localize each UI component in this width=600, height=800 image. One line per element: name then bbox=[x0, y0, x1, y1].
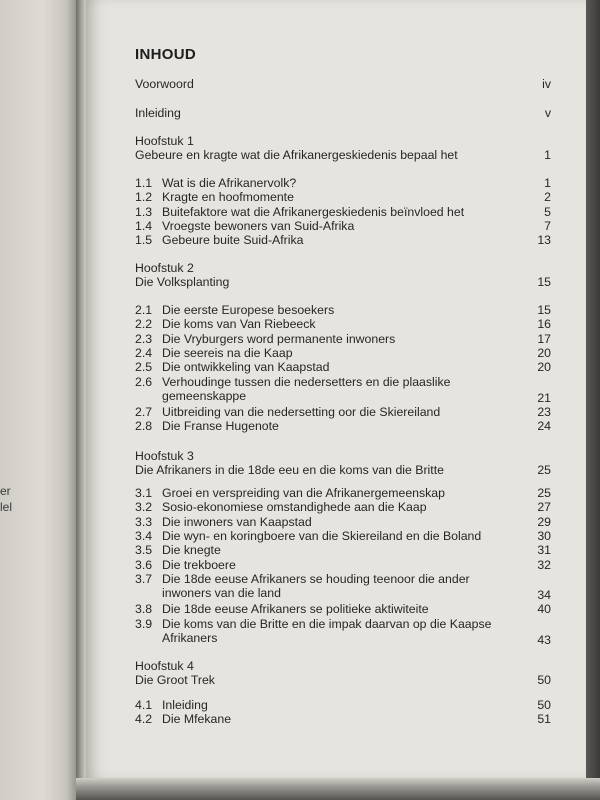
section-number: 2.2 bbox=[135, 317, 153, 332]
section-number: 2.4 bbox=[135, 345, 153, 360]
section-number: 3.7 bbox=[135, 571, 153, 586]
chapter-title: Die Afrikaners in die 18de eeu en die koms van die Britte bbox=[135, 463, 444, 477]
section-number: 3.3 bbox=[135, 514, 153, 529]
section-number: 2.1 bbox=[135, 303, 153, 317]
section-page: 2 bbox=[544, 190, 551, 205]
section-page: 7 bbox=[544, 218, 551, 233]
section-number: 3.2 bbox=[135, 500, 153, 515]
section-page: 27 bbox=[537, 500, 551, 515]
section-title: Die seereis na die Kaap bbox=[162, 345, 293, 360]
chapter-heading: Hoofstuk 4 bbox=[135, 659, 194, 673]
section-number: 2.3 bbox=[135, 331, 153, 346]
section-number: 1.3 bbox=[135, 204, 153, 219]
section-page: 51 bbox=[537, 712, 551, 727]
section-number: 1.2 bbox=[135, 190, 153, 205]
section-title: Die koms van die Britte en die impak daarvan op die Kaapse bbox=[162, 616, 492, 631]
section-title: Die ontwikkeling van Kaapstad bbox=[162, 360, 330, 375]
section-title: Die trekboere bbox=[162, 557, 236, 572]
section-title: Die inwoners van Kaapstad bbox=[162, 514, 312, 529]
section-page: 5 bbox=[544, 204, 551, 219]
section-number: 3.9 bbox=[135, 616, 153, 631]
facing-page bbox=[0, 0, 78, 800]
section-title: inwoners van die land bbox=[162, 586, 281, 601]
section-page: 16 bbox=[537, 317, 551, 332]
section-number: 2.7 bbox=[135, 405, 153, 420]
section-page: 43 bbox=[537, 633, 551, 647]
page-title: INHOUD bbox=[135, 46, 196, 63]
section-number: 2.8 bbox=[135, 419, 153, 434]
section-page: 31 bbox=[537, 543, 551, 558]
section-page: 13 bbox=[537, 233, 551, 248]
section-number: 1.5 bbox=[135, 233, 153, 248]
section-title: Die 18de eeuse Afrikaners se houding teenoor die ander bbox=[162, 571, 470, 586]
section-page: 32 bbox=[537, 557, 551, 572]
chapter-heading: Hoofstuk 3 bbox=[135, 449, 194, 463]
section-number: 3.6 bbox=[135, 557, 153, 572]
section-page: 34 bbox=[537, 588, 551, 603]
chapter-page: 1 bbox=[544, 148, 551, 162]
section-title: Die Mfekane bbox=[162, 712, 232, 727]
section-page: 40 bbox=[537, 602, 551, 617]
section-title: Wat is die Afrikanervolk? bbox=[162, 176, 297, 190]
section-title: Die 18de eeuse Afrikaners se politieke aktiwiteite bbox=[162, 602, 429, 617]
section-title: Die eerste Europese besoekers bbox=[162, 303, 335, 317]
section-number: 4.1 bbox=[135, 698, 153, 712]
section-number: 4.2 bbox=[135, 712, 153, 727]
section-page: 50 bbox=[537, 698, 551, 712]
section-page: 30 bbox=[537, 528, 551, 543]
section-title: Kragte en hoofmomente bbox=[162, 190, 294, 205]
section-page: 15 bbox=[537, 303, 551, 317]
toc-entry-label: Inleiding bbox=[135, 106, 181, 120]
section-number: 3.5 bbox=[135, 543, 153, 558]
section-page: 25 bbox=[537, 486, 551, 500]
section-page: 24 bbox=[537, 419, 551, 434]
chapter-title: Die Volksplanting bbox=[135, 275, 230, 289]
facing-page-text-fragment: er bbox=[0, 484, 11, 498]
toc-entry-page: iv bbox=[542, 77, 551, 91]
section-page: 29 bbox=[537, 514, 551, 529]
section-title: Die koms van Van Riebeeck bbox=[162, 317, 316, 332]
toc-entry-label: Voorwoord bbox=[135, 77, 194, 91]
page-bottom-edge bbox=[76, 778, 600, 800]
section-page: 1 bbox=[544, 176, 551, 190]
facing-page-text-fragment: lel bbox=[0, 500, 13, 514]
section-title: Verhoudinge tussen die nedersetters en die plaaslike bbox=[162, 374, 451, 389]
background-edge bbox=[586, 0, 600, 800]
chapter-page: 25 bbox=[537, 463, 551, 477]
section-title: Sosio-ekonomiese omstandighede aan die Kaap bbox=[162, 500, 427, 515]
section-title: Groei en verspreiding van die Afrikanergemeenskap bbox=[162, 486, 445, 500]
section-page: 23 bbox=[537, 405, 551, 420]
section-title: Gebeure buite Suid-Afrika bbox=[162, 233, 304, 248]
section-number: 3.4 bbox=[135, 528, 153, 543]
chapter-page: 50 bbox=[537, 673, 551, 687]
section-title: Buitefaktore wat die Afrikanergeskiedenis beïnvloed het bbox=[162, 204, 465, 219]
chapter-title: Die Groot Trek bbox=[135, 673, 215, 687]
section-number: 1.1 bbox=[135, 176, 153, 190]
section-title: Afrikaners bbox=[162, 631, 218, 645]
section-title: Die Franse Hugenote bbox=[162, 419, 279, 434]
section-title: Die knegte bbox=[162, 543, 221, 558]
chapter-title: Gebeure en kragte wat die Afrikanergeskiedenis bepaal het bbox=[135, 148, 458, 162]
section-title: gemeenskappe bbox=[162, 388, 247, 403]
section-title: Die wyn- en koringboere van die Skiereiland en die Boland bbox=[162, 528, 482, 543]
section-number: 3.8 bbox=[135, 602, 153, 617]
section-number: 2.6 bbox=[135, 374, 153, 389]
chapter-page: 15 bbox=[537, 275, 551, 289]
section-page: 20 bbox=[537, 360, 551, 375]
section-title: Uitbreiding van die nedersetting oor die Skiereiland bbox=[162, 405, 441, 420]
section-title: Vroegste bewoners van Suid-Afrika bbox=[162, 218, 355, 233]
section-title: Inleiding bbox=[162, 698, 208, 712]
chapter-heading: Hoofstuk 1 bbox=[135, 134, 194, 148]
chapter-heading: Hoofstuk 2 bbox=[135, 261, 194, 275]
section-page: 21 bbox=[537, 390, 551, 405]
section-number: 2.5 bbox=[135, 360, 153, 375]
section-title: Die Vryburgers word permanente inwoners bbox=[162, 331, 396, 346]
section-number: 1.4 bbox=[135, 218, 153, 233]
section-page: 20 bbox=[537, 345, 551, 360]
toc-entry-page: v bbox=[544, 106, 551, 120]
section-number: 3.1 bbox=[135, 486, 153, 500]
section-page: 17 bbox=[537, 331, 551, 346]
